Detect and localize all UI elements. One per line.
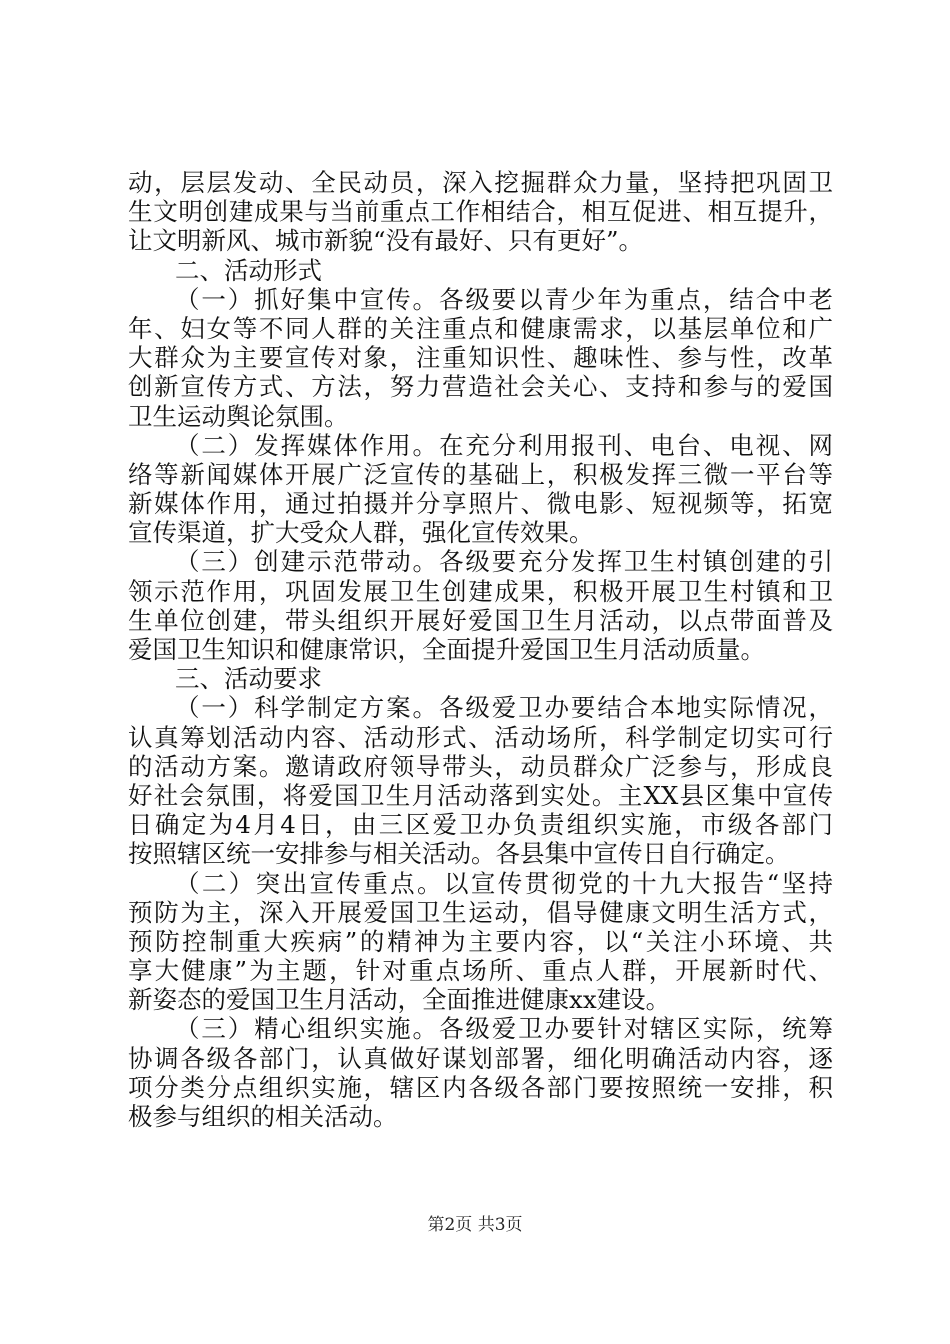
text-line: 享大健康”为主题，针对重点场所、重点人群，开展新时代、 bbox=[128, 956, 833, 986]
text-line: 项分类分点组织实施，辖区内各级各部门要按照统一安排，积 bbox=[128, 1072, 833, 1102]
text-line: 协调各级各部门，认真做好谋划部署，细化明确活动内容，逐 bbox=[128, 1043, 833, 1073]
text-line: 动，层层发动、全民动员，深入挖掘群众力量，坚持把巩固卫 bbox=[128, 168, 833, 197]
text-line: 二、活动形式 bbox=[175, 255, 322, 285]
text-line: 让文明新风、城市新貌“没有最好、只有更好”。 bbox=[128, 226, 644, 256]
text-line: 卫生运动舆论氛围。 bbox=[128, 401, 349, 431]
text-line: （二）发挥媒体作用。在充分利用报刊、电台、电视、网 bbox=[175, 430, 833, 460]
text-line: （三）精心组织实施。各级爱卫办要针对辖区实际，统筹 bbox=[175, 1014, 833, 1044]
text-line: 领示范作用，巩固发展卫生创建成果，积极开展卫生村镇和卫 bbox=[128, 576, 833, 606]
text-line: 预防控制重大疾病”的精神为主要内容，以“关注小环境、共 bbox=[128, 926, 833, 956]
text-line: 认真筹划活动内容、活动形式、活动场所，科学制定切实可行 bbox=[128, 722, 833, 752]
text-line: 生文明创建成果与当前重点工作相结合，相互促进、相互提升， bbox=[128, 197, 833, 227]
text-line: 极参与组织的相关活动。 bbox=[128, 1102, 398, 1131]
text-line: 络等新闻媒体开展广泛宣传的基础上，积极发挥三微一平台等 bbox=[128, 459, 833, 489]
text-line: 预防为主，深入开展爱国卫生运动，倡导健康文明生活方式， bbox=[128, 897, 833, 927]
text-line: 大群众为主要宣传对象，注重知识性、趣味性、参与性，改革 bbox=[128, 343, 833, 373]
text-line: 生单位创建，带头组织开展好爱国卫生月活动，以点带面普及 bbox=[128, 605, 833, 635]
text-line: 好社会氛围，将爱国卫生月活动落到实处。主XX县区集中宣传 bbox=[128, 780, 833, 810]
text-line: （三）创建示范带动。各级要充分发挥卫生村镇创建的引 bbox=[175, 547, 833, 577]
text-line: 新姿态的爱国卫生月活动，全面推进健康xx建设。 bbox=[128, 985, 671, 1015]
text-line: 年、妇女等不同人群的关注重点和健康需求，以基层单位和广 bbox=[128, 313, 833, 343]
text-line: （二）突出宣传重点。以宣传贯彻党的十九大报告“坚持 bbox=[175, 868, 833, 898]
text-line: 宣传渠道，扩大受众人群，强化宣传效果。 bbox=[128, 518, 594, 548]
text-line: （一）抓好集中宣传。各级要以青少年为重点，结合中老 bbox=[175, 284, 833, 314]
document-body bbox=[128, 168, 833, 1131]
text-line: 创新宣传方式、方法，努力营造社会关心、支持和参与的爱国 bbox=[128, 372, 833, 402]
text-line: 爱国卫生知识和健康常识，全面提升爱国卫生月活动质量。 bbox=[128, 635, 765, 664]
text-line: 日确定为4月4日，由三区爱卫办负责组织实施，市级各部门 bbox=[128, 810, 833, 840]
text-line: 新媒体作用，通过拍摄并分享照片、微电影、短视频等，拓宽 bbox=[128, 489, 833, 519]
text-line: 的活动方案。邀请政府领导带头，动员群众广泛参与，形成良 bbox=[128, 751, 833, 781]
text-line: 按照辖区统一安排参与相关活动。各县集中宣传日自行确定。 bbox=[128, 839, 790, 869]
text-line: 三、活动要求 bbox=[175, 664, 322, 694]
page-footer: 第2页 共3页 bbox=[427, 1215, 523, 1235]
text-line: （一）科学制定方案。各级爱卫办要结合本地实际情况， bbox=[175, 693, 833, 723]
